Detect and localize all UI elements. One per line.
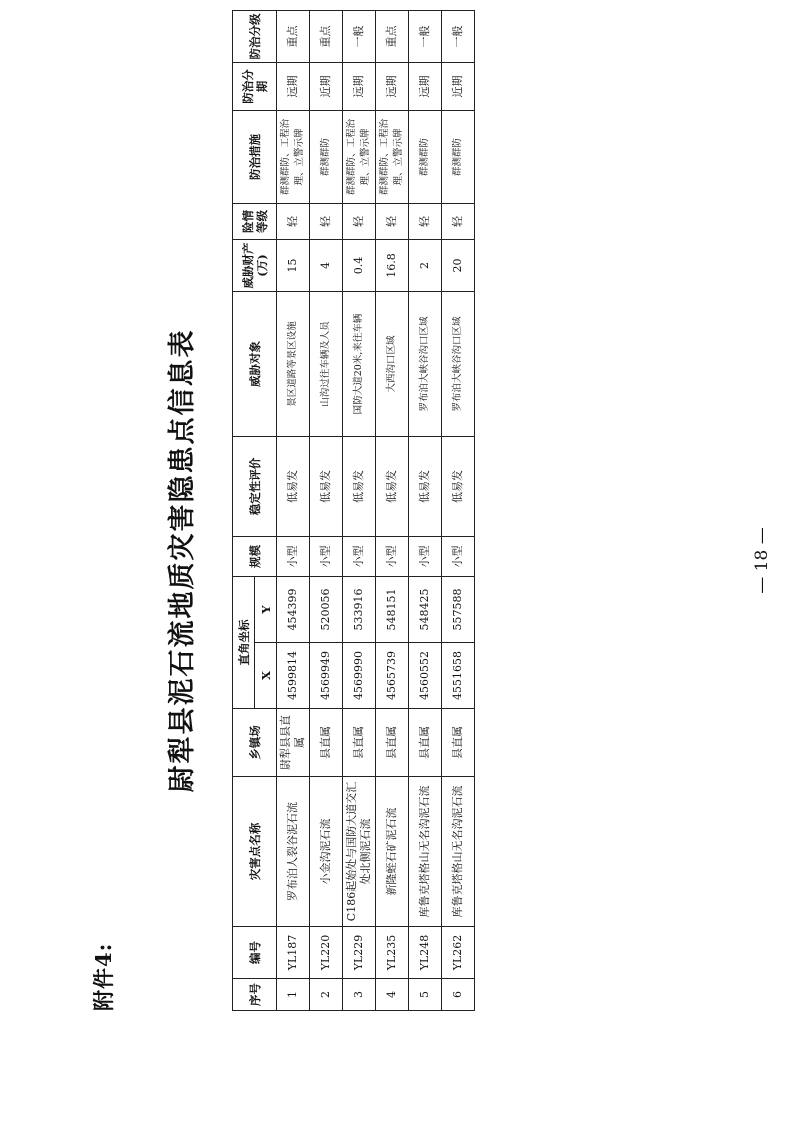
cell-scale: 小型 [409,537,442,577]
cell-scale: 小型 [310,537,343,577]
cell-code: YL235 [376,927,409,979]
header-threat-property: 威胁财产(万) [233,240,277,292]
cell-stability: 低易发 [343,437,376,537]
header-township: 乡镇场 [233,709,277,777]
cell-code: YL187 [277,927,310,979]
cell-measures: 群测群防 [310,111,343,204]
header-danger-level: 险情等级 [233,204,277,240]
cell-danger-level: 轻 [343,204,376,240]
cell-grade: 重点 [376,11,409,63]
table-row [442,11,475,1011]
cell-stability: 低易发 [442,437,475,537]
cell-seq: 2 [310,979,343,1011]
cell-x: 4599814 [277,643,310,709]
cell-measures: 群测群防、工程治理、立警示牌 [343,111,376,204]
cell-period: 远期 [277,63,310,111]
cell-x: 4560552 [409,643,442,709]
cell-seq: 6 [442,979,475,1011]
cell-danger-level: 轻 [277,204,310,240]
cell-period: 近期 [310,63,343,111]
header-scale: 规模 [233,537,277,577]
cell-stability: 低易发 [310,437,343,537]
cell-danger-level: 轻 [442,204,475,240]
cell-seq: 4 [376,979,409,1011]
table-row [277,11,310,1011]
cell-y: 548151 [376,577,409,643]
cell-threat-object: 罗布泊大峡谷沟口区域 [409,292,442,437]
cell-name: 库鲁克塔格山无名沟泥石流 [442,777,475,927]
cell-township: 县直属 [343,709,376,777]
table-body [277,11,475,1011]
cell-period: 远期 [409,63,442,111]
table-header [233,11,277,1011]
cell-period: 近期 [442,63,475,111]
cell-measures: 群测群防 [409,111,442,204]
header-measures: 防治措施 [233,111,277,204]
cell-threat-property: 2 [409,240,442,292]
header-grade: 防治分级 [233,11,277,63]
table-row [343,11,376,1011]
cell-danger-level: 轻 [310,204,343,240]
cell-township: 县直属 [310,709,343,777]
cell-township: 县直属 [442,709,475,777]
header-coords: 直角坐标 [233,577,255,709]
header-name: 灾害点名称 [233,777,277,927]
cell-period: 远期 [343,63,376,111]
cell-measures: 群测群防、工程治理、立警示牌 [376,111,409,204]
cell-y: 454399 [277,577,310,643]
cell-stability: 低易发 [277,437,310,537]
header-x: X [255,643,277,709]
attachment-label: 附件4: [91,942,116,1011]
cell-grade: 一般 [409,11,442,63]
cell-x: 4569990 [343,643,376,709]
cell-seq: 1 [277,979,310,1011]
cell-threat-property: 4 [310,240,343,292]
header-code: 编号 [233,927,277,979]
page-number: — 18 — [752,527,772,594]
cell-seq: 3 [343,979,376,1011]
cell-measures: 群测群防、工程治理、立警示牌 [277,111,310,204]
cell-threat-object: 景区道路等景区设施 [277,292,310,437]
cell-danger-level: 轻 [409,204,442,240]
cell-threat-object: 国防大道20米,来往车辆 [343,292,376,437]
cell-threat-object: 山沟过往车辆及人员 [310,292,343,437]
cell-grade: 一般 [442,11,475,63]
page-title: 尉犁县泥石流地质灾害隐患点信息表 [167,328,198,793]
cell-township: 县直属 [376,709,409,777]
cell-threat-property: 20 [442,240,475,292]
header-seq: 序号 [233,979,277,1011]
cell-grade: 重点 [277,11,310,63]
cell-y: 533916 [343,577,376,643]
cell-scale: 小型 [343,537,376,577]
cell-grade: 一般 [343,11,376,63]
cell-stability: 低易发 [409,437,442,537]
table-row [376,11,409,1011]
header-y: Y [255,577,277,643]
cell-name: C186起始处与国防大道交汇处北侧泥石流 [343,777,376,927]
cell-seq: 5 [409,979,442,1011]
table-row [409,11,442,1011]
cell-period: 远期 [376,63,409,111]
cell-township: 县直属 [409,709,442,777]
cell-y: 557588 [442,577,475,643]
cell-threat-property: 0.4 [343,240,376,292]
cell-threat-property: 16.8 [376,240,409,292]
cell-code: YL262 [442,927,475,979]
cell-name: 小金沟泥石流 [310,777,343,927]
cell-grade: 重点 [310,11,343,63]
cell-name: 罗布泊人裂谷泥石流 [277,777,310,927]
cell-threat-object: 大西沟口区域 [376,292,409,437]
cell-name: 新隆蛭石矿泥石流 [376,777,409,927]
hazard-table [232,10,475,1011]
cell-township: 尉犁县县直属 [277,709,310,777]
cell-code: YL248 [409,927,442,979]
cell-name: 库鲁克塔格山无名沟泥石流 [409,777,442,927]
cell-code: YL229 [343,927,376,979]
cell-measures: 群测群防 [442,111,475,204]
table-row [310,11,343,1011]
cell-stability: 低易发 [376,437,409,537]
cell-threat-property: 15 [277,240,310,292]
cell-threat-object: 罗布泊大峡谷沟口区域 [442,292,475,437]
cell-x: 4569949 [310,643,343,709]
header-stability: 稳定性评价 [233,437,277,537]
cell-x: 4551658 [442,643,475,709]
header-period: 防治分期 [233,63,277,111]
cell-y: 548425 [409,577,442,643]
cell-scale: 小型 [442,537,475,577]
cell-danger-level: 轻 [376,204,409,240]
header-threat-object: 威胁对象 [233,292,277,437]
cell-scale: 小型 [277,537,310,577]
cell-scale: 小型 [376,537,409,577]
cell-x: 4565739 [376,643,409,709]
cell-y: 520056 [310,577,343,643]
cell-code: YL220 [310,927,343,979]
